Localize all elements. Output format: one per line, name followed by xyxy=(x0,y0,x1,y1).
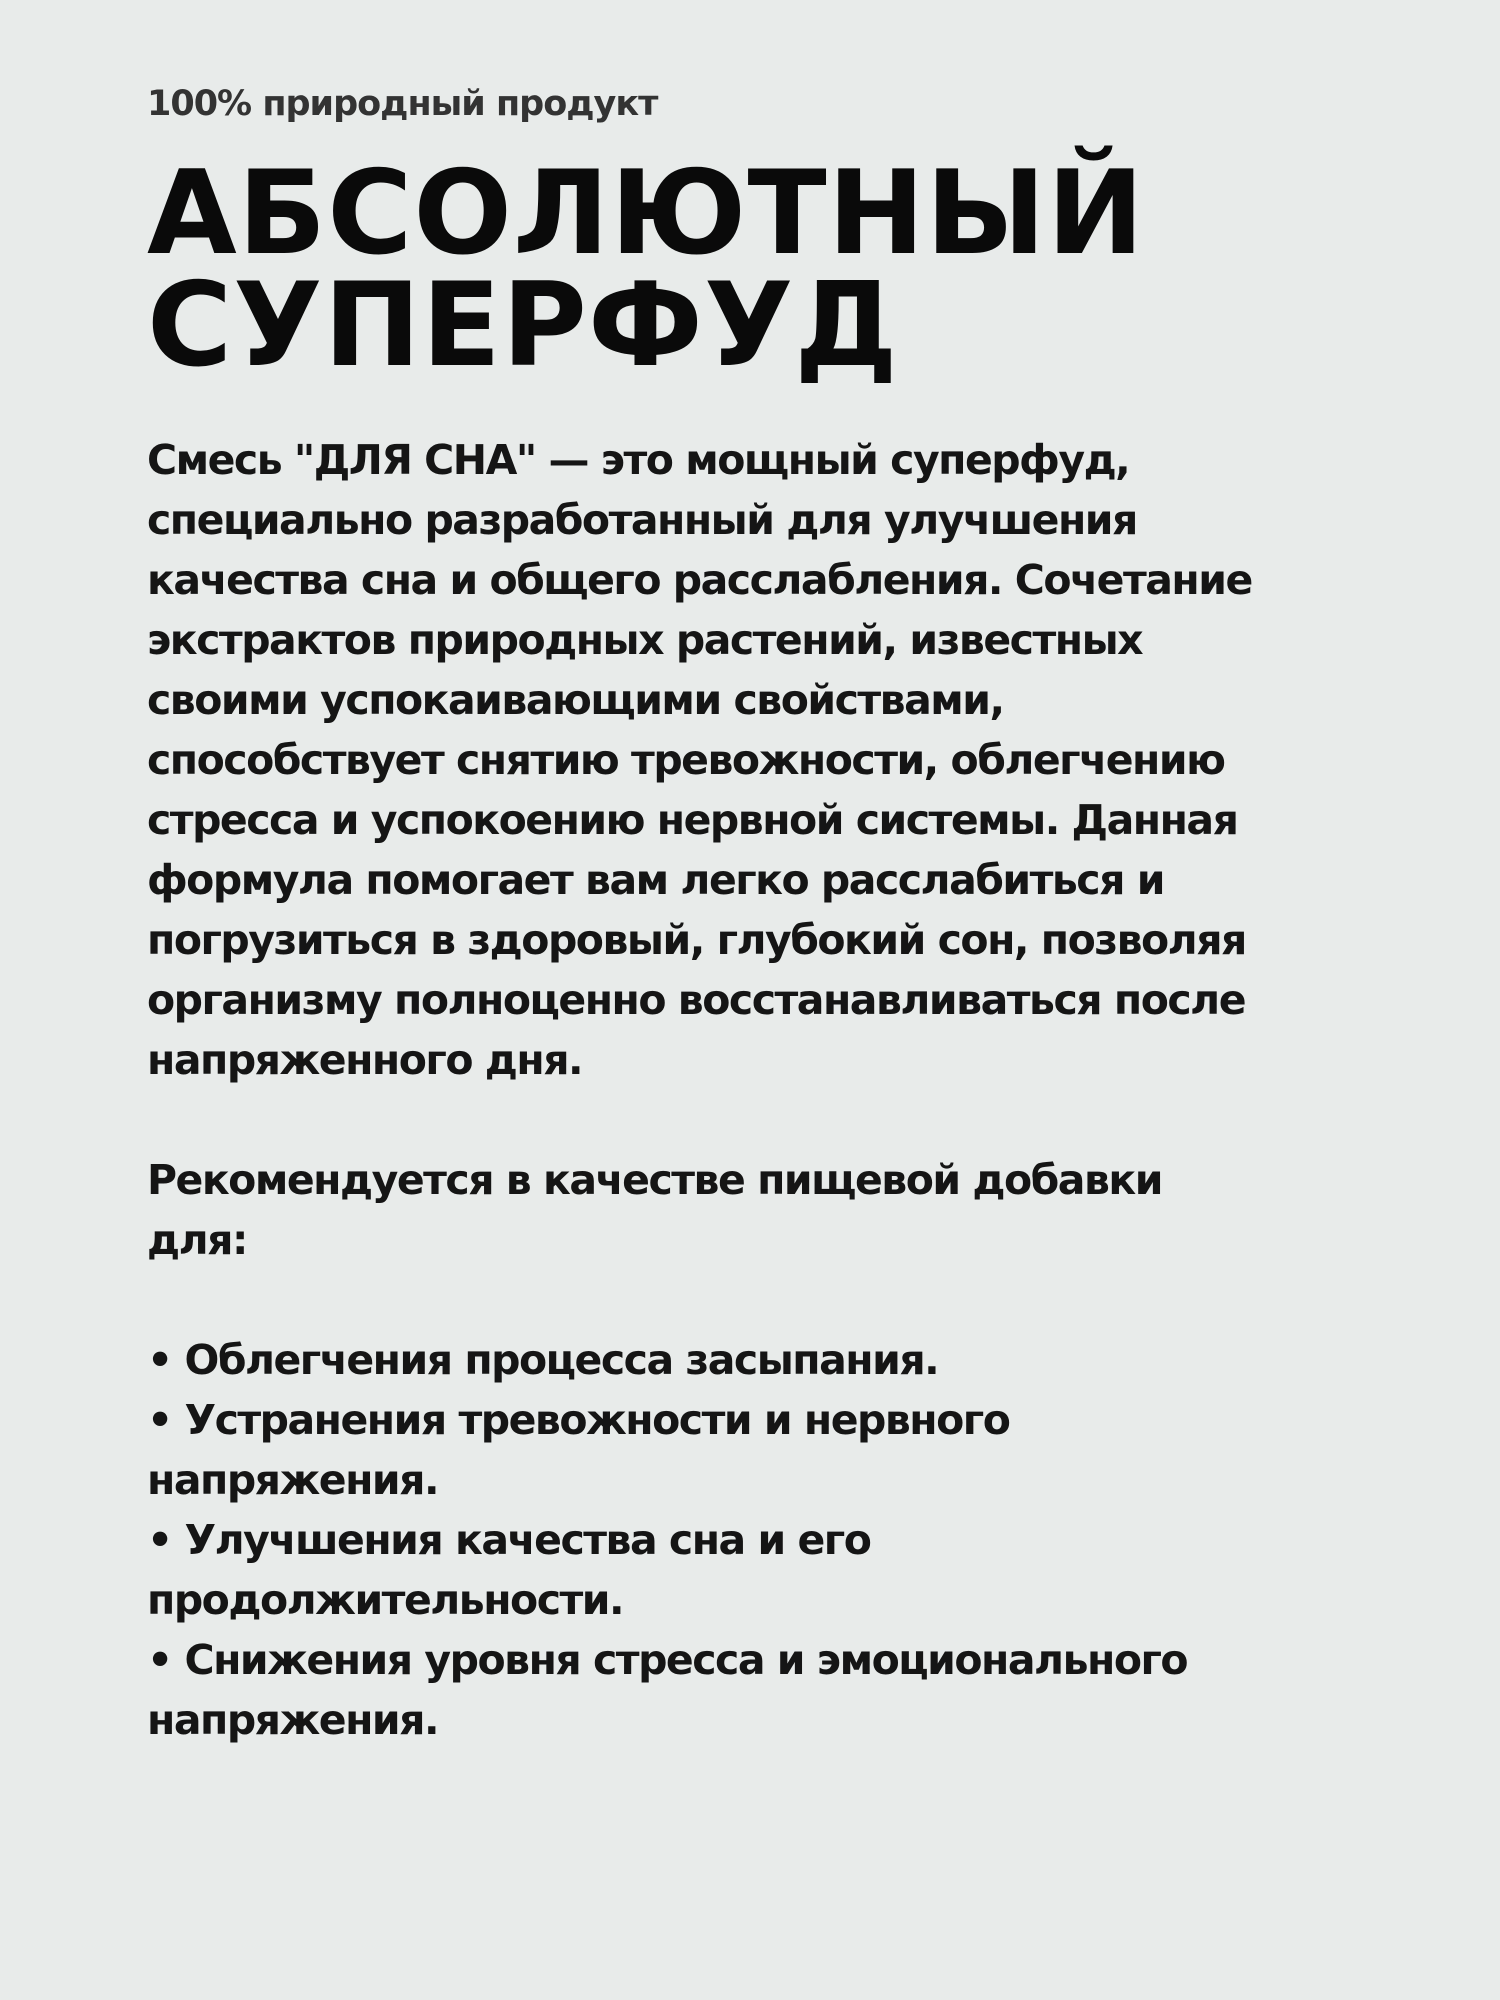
description-line: экстрактов природных растений, известных xyxy=(147,616,1143,664)
benefit-item: • Снижения уровня стресса и эмоционального xyxy=(147,1636,1188,1684)
recommendation-line: для: xyxy=(147,1216,247,1264)
description-line: способствует снятию тревожности, облегчению xyxy=(147,736,1225,784)
description-line: формула помогает вам легко расслабиться и xyxy=(147,856,1164,904)
description-line: своими успокаивающими свойствами, xyxy=(147,676,1004,724)
benefit-item-continuation: напряжения. xyxy=(147,1696,439,1744)
benefit-item: • Облегчения процесса засыпания. xyxy=(147,1336,939,1384)
description-line: качества сна и общего расслабления. Сочетание xyxy=(147,556,1252,604)
description-line: напряженного дня. xyxy=(147,1036,583,1084)
benefit-item: • Устранения тревожности и нервного xyxy=(147,1396,1010,1444)
tagline: 100% природный продукт xyxy=(147,84,658,124)
description-line: организму полноценно восстанавливаться после xyxy=(147,976,1245,1024)
headline-line: СУПЕРФУД xyxy=(147,258,899,393)
benefit-item-continuation: напряжения. xyxy=(147,1456,439,1504)
recommendation-heading xyxy=(147,1150,1162,1270)
benefit-item: • Улучшения качества сна и его xyxy=(147,1516,871,1564)
description-paragraph xyxy=(147,430,1252,1090)
recommendation-line: Рекомендуется в качестве пищевой добавки xyxy=(147,1156,1162,1204)
description-line: Смесь "ДЛЯ СНА" — это мощный суперфуд, xyxy=(147,436,1130,484)
headline-line: АБСОЛЮТНЫЙ xyxy=(147,146,1145,281)
benefit-item-continuation: продолжительности. xyxy=(147,1576,624,1624)
description-line: специально разработанный для улучшения xyxy=(147,496,1137,544)
description-line: стресса и успокоению нервной системы. Данная xyxy=(147,796,1238,844)
benefits-list xyxy=(147,1330,1187,1750)
description-line: погрузиться в здоровый, глубокий сон, позволяя xyxy=(147,916,1246,964)
headline xyxy=(147,146,1145,393)
